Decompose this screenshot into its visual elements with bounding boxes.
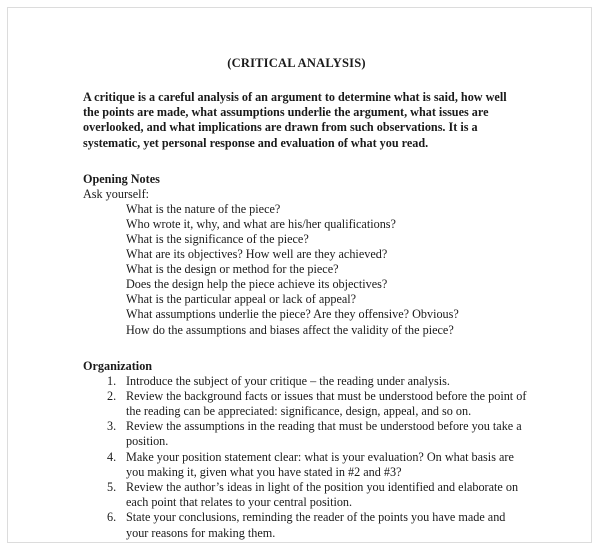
table-row xyxy=(83,510,528,540)
list-item-number: 5. xyxy=(107,480,117,495)
list-item-number: 6. xyxy=(107,510,117,525)
section-opening-notes xyxy=(83,172,528,338)
list-item-text: Review the author’s ideas in light of the position you identified and elaborate on each point that relates to your central position. xyxy=(126,480,519,510)
list-item-number: 1. xyxy=(107,373,117,388)
document-content xyxy=(83,56,528,541)
list-item: What is the significance of the piece? xyxy=(126,232,309,246)
list-item-text: Review the assumptions in the reading that must be understood before you take a position. xyxy=(126,419,522,449)
list-item-text: State your conclusions, reminding the reader of the points you have made and your reasons for making them. xyxy=(126,510,506,540)
section-heading-opening-notes: Opening Notes xyxy=(83,171,160,186)
list-item: What is the particular appeal or lack of appeal? xyxy=(126,292,357,307)
intro-paragraph: A critique is a careful analysis of an argument to determine what is said, how well the points are made, what assumptions underlie the argument, what issues are overlooked, and what implications are drawn from such observations. It is a systematic, yet personal response and evaluation of what you read. xyxy=(83,90,507,150)
list-item: Who wrote it, why, and what are his/her qualifications? xyxy=(126,216,396,231)
opening-notes-question-list xyxy=(83,202,528,338)
section-heading-organization: Organization xyxy=(83,358,153,373)
list-item-text: Make your position statement clear: what is your evaluation? On what basis are you making it, given what you have stated in #2 and #3? xyxy=(126,449,514,479)
list-item: How do the assumptions and biases affect the validity of the piece? xyxy=(126,322,454,337)
list-item: What are its objectives? How well are they achieved? xyxy=(126,247,388,262)
opening-notes-lead: Ask yourself: xyxy=(83,186,150,201)
table-row xyxy=(83,374,528,389)
section-organization xyxy=(83,359,528,541)
list-item-number: 2. xyxy=(107,388,117,403)
list-item: What is the design or method for the piece? xyxy=(126,262,339,277)
list-item-text: Introduce the subject of your critique – the reading under analysis. xyxy=(126,373,450,388)
table-row xyxy=(83,450,528,480)
table-row xyxy=(83,419,528,449)
list-item-text: Review the background facts or issues that must be understood before the point of the reading can be appreciated: significance, design, appeal, and so on. xyxy=(126,388,527,419)
list-item: Does the design help the piece achieve its objectives? xyxy=(126,277,388,292)
document-title: (CRITICAL ANALYSIS) xyxy=(227,56,366,70)
list-item-number: 4. xyxy=(107,449,117,464)
table-row xyxy=(83,389,528,419)
list-item-number: 3. xyxy=(107,419,117,434)
document-page xyxy=(7,7,592,543)
list-item: What is the nature of the piece? xyxy=(126,201,281,216)
table-row xyxy=(83,480,528,510)
section-spacer xyxy=(83,338,528,359)
list-item: What assumptions underlie the piece? Are they offensive? Obvious? xyxy=(126,307,459,322)
organization-step-list xyxy=(83,374,528,541)
